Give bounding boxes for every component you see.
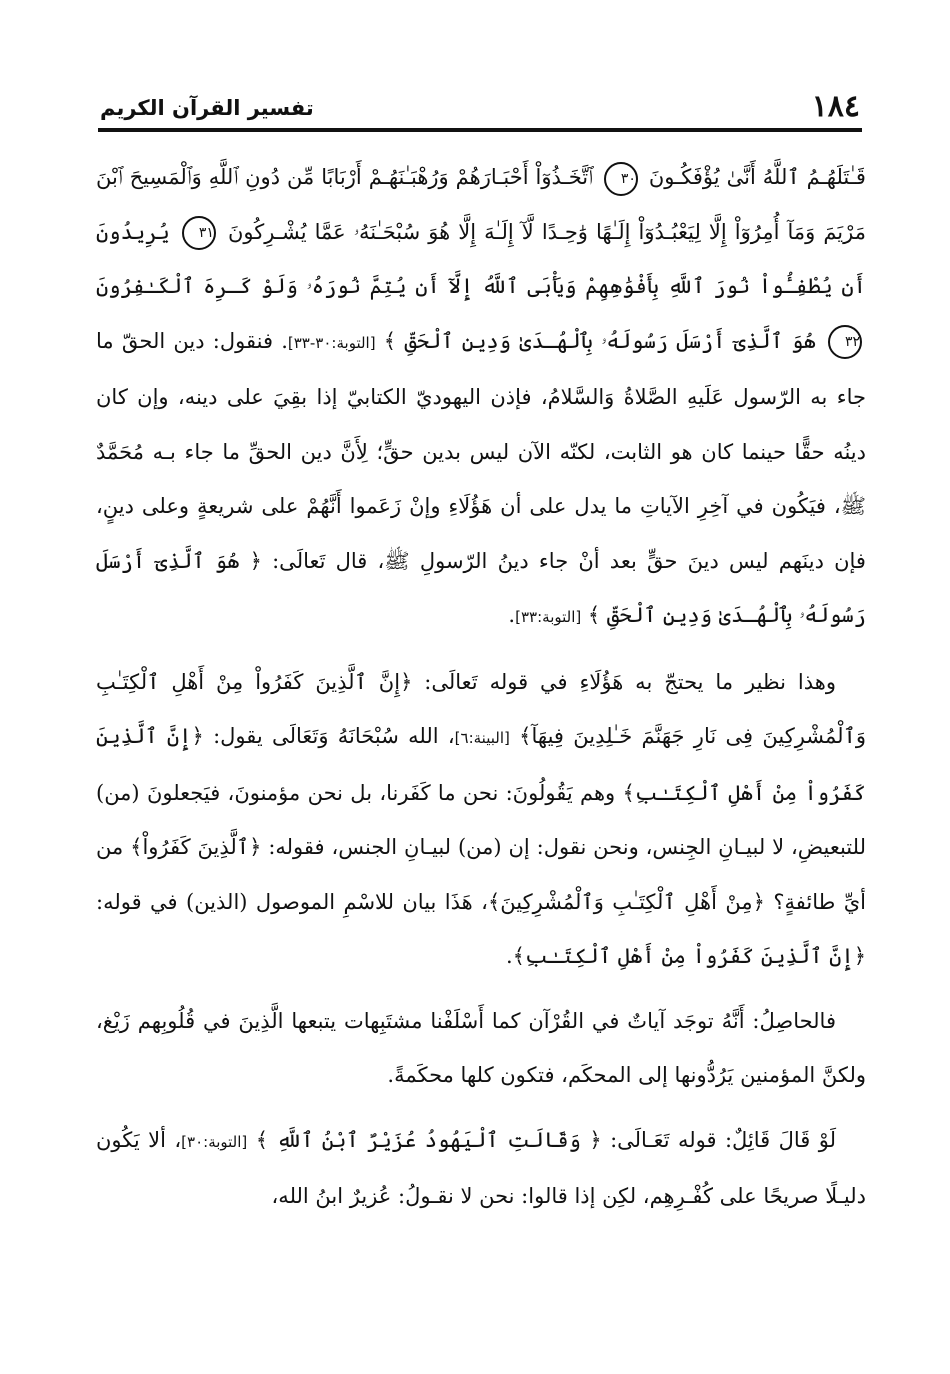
- commentary-text: ، هَذَا بيان للاسْمِ الموصول (الذين) في قوله:: [96, 889, 488, 914]
- page-body: [96, 150, 866, 1224]
- verse-close-bracket: ﴾: [622, 780, 635, 805]
- verse-open-bracket: ﴿: [853, 944, 866, 968]
- verse-close-bracket: ﴾: [255, 1127, 269, 1152]
- verse-close-bracket: ﴾: [587, 603, 601, 627]
- quran-verse: مِنْ أَهْلِ ٱلْكِتَـٰبِ وَٱلْمُشْرِكِينَ: [500, 889, 753, 914]
- quran-verse: قَـٰتَلَهُـمُ ٱللَّهُ أَنَّىٰ يُؤْفَكُـونَ: [648, 165, 866, 189]
- verse-open-bracket: ﴿: [589, 1127, 602, 1152]
- commentary-text: ، الله سُبْحَانَهُ وَتَعَالَى يقول:: [213, 724, 455, 748]
- quran-verse: ٱتَّخَـذُوٓاْ أَحْبَـارَهُمْ وَرُهْبَـٰنَهُـمْ أَرْبَابًا مِّن دُونِ ٱللَّهِ وَٱلْمَسِيحَ ٱبْنَ مَرْيَمَ وَمَآ أُمِرُوٓاْ إِلَّا لِيَعْبُـدُوٓاْ إِلَـٰهًا وَٰحِـدًا لَّآ إِلَـٰهَ إِلَّا هُوَ سُبْحَـٰنَهُۥ عَمَّا يُشْـرِكُونَ: [96, 165, 866, 244]
- sentence-end: .: [508, 603, 516, 627]
- page-header: [98, 88, 862, 132]
- commentary-text: لَوْ قَالَ قَائِلٌ: قوله تَعَـالَى:: [610, 1127, 837, 1152]
- verse-reference: [التوبة:٣٣]: [515, 608, 582, 626]
- quran-verse: ٱلَّذِينَ كَفَرُواْ: [142, 835, 250, 859]
- verse-reference: [البينة:٦]: [454, 729, 510, 747]
- commentary-text: من أيِّ طائفةٍ؟: [96, 835, 867, 914]
- verse-close-bracket: ﴾: [487, 889, 501, 914]
- paragraph-4: [96, 1113, 866, 1224]
- commentary-text: ، ألا يَكُون دليـلًا صريحًا على كُفْـرِهِم، لكِن إذا قالوا: نحن لا نقـولُ: عُزيرٌ ابنُ الله،: [96, 1127, 866, 1208]
- verse-open-bracket: ﴿: [191, 724, 204, 748]
- verse-reference: [التوبة:٣٠]: [181, 1132, 248, 1151]
- commentary-text: . فنقول: دين الحقّ ما جاء به الرّسول عَلَيهِ الصَّلاةُ وَالسَّلامُ، فإذن اليهوديّ الكتابيّ إذا بقِيَ على دينه، وإن كان دينُه حقًّا حينما كان هو الثابت، لكنّه الآن ليس بدين حقٍّ؛ لِأَنَّ دين الحقِّ ما جاء بـه مُحَمَّدٌ ﷺ، فيَكُون في آخِرِ الآياتِ ما يدل على أن هَؤُلَاءِ وإنْ زَعَموا أَنَّهُمْ على شريعةٍ وعلى دينٍ، فإن دينَهم ليس دينَ حقٍّ بعد أنْ جاء دينُ الرّسولِ ﷺ، قال تَعالَى:: [96, 328, 866, 573]
- verse-close-bracket: ﴾: [512, 944, 525, 968]
- quran-verse: وَقَالَتِ ٱلْيَهُودُ عُزَيْرٌ ٱبْنُ ٱللَّهِ: [276, 1127, 581, 1152]
- quran-verse: هُوَ ٱلَّذِىٓ أَرْسَلَ رَسُولَهُۥ بِٱلْهُـدَىٰ وَدِينِ ٱلْحَقِّ: [404, 328, 816, 353]
- commentary-text: فالحاصِلُ: أَنَّهُ توجَد آياتٌ في القُرْآن كما أَسْلَفْنا مشتَبِهات يتبعها الَّذِينَ في قُلُوبِهم زَيْغ، ولكنَّ المؤمنين يَرُدُّونها إلى المحكَم، فتكون كلها محكَمةً.: [96, 1008, 866, 1087]
- page-number: ١٨٤: [811, 89, 860, 124]
- paragraph-1: [96, 150, 866, 645]
- sentence-end: .: [505, 944, 513, 968]
- quran-verse: إِنَّ ٱلَّذِينَ كَفَرُواْ مِنْ أَهْلِ ٱلْكِتَـٰبِ وَٱلْمُشْرِكِينَ فِى نَارِ جَهَنَّمَ خَـٰلِدِينَ فِيهَآ: [96, 669, 866, 748]
- verse-close-bracket: ﴾: [519, 724, 532, 748]
- quran-verse: إِنَّ ٱلَّذِينَ كَفَرُواْ مِنْ أَهْلِ ٱلْكِتَـٰبِ: [96, 724, 866, 805]
- ayah-number-marker: ٣٠: [604, 162, 638, 196]
- verse-open-bracket: ﴿: [249, 548, 262, 573]
- verse-close-bracket: ﴾: [130, 835, 143, 859]
- paragraph-3: [96, 994, 866, 1103]
- ayah-number-marker: ٣١: [182, 216, 216, 250]
- ayah-number-marker: ٣٢: [828, 325, 862, 359]
- commentary-text: وهذا نظير ما يحتجّ به هَؤُلَاءِ في قوله تَعالَى:: [424, 669, 836, 694]
- verse-open-bracket: ﴿: [752, 889, 765, 914]
- paragraph-2: [96, 655, 866, 984]
- commentary-text: وهم يَقُولُونَ: نحن ما كَفَرنا، بل نحن مؤمنونَ، فيَجعلونَ (من) للتبعيضِ، لا لبيـانِ الجِنس، ونحن نقول: إن (من) لبيـانِ الجنس، فقوله:: [96, 780, 866, 859]
- verse-open-bracket: ﴿: [400, 669, 413, 694]
- quran-verse: يُرِيدُونَ أَن يُطْفِـُٔواْ نُورَ ٱللَّهِ بِأَفْوَٰهِهِمْ وَيَأْبَى ٱللَّهُ إِلَّآ أَن يُتِمَّ نُورَهُۥ وَلَوْ كَـرِهَ ٱلْكَـٰفِرُونَ: [96, 219, 866, 298]
- quran-verse: هُوَ ٱلَّذِىٓ أَرْسَلَ رَسُولَهُۥ بِٱلْهُـدَىٰ وَدِينِ ٱلْحَقِّ: [96, 548, 866, 627]
- verse-reference: [التوبة:٣٠-٣٣]: [287, 333, 376, 352]
- quran-verse: إِنَّ ٱلَّذِينَ كَفَرُواْ مِنْ أَهْلِ ٱلْكِتَـٰبِ: [524, 944, 854, 968]
- verse-close-bracket: ﴾: [383, 328, 397, 353]
- book-title: تفسير القرآن الكريم: [100, 96, 314, 120]
- verse-open-bracket: ﴿: [249, 835, 262, 859]
